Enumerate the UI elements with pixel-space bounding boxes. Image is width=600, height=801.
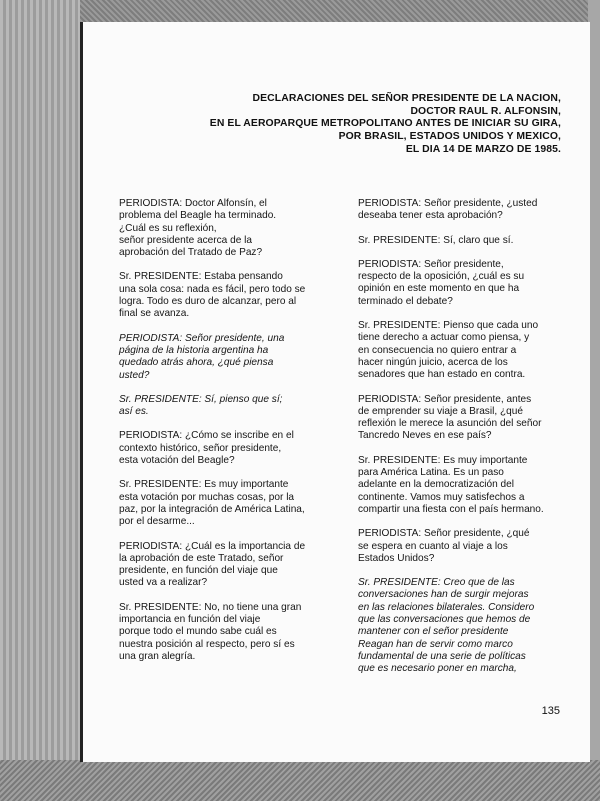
header-line: DECLARACIONES DEL SEÑOR PRESIDENTE DE LA NACION, [252,93,561,104]
interview-paragraph: Sr. PRESIDENTE: Estaba pensando una sola cosa: nada es fácil, pero todo se logra. Todo es duro de alcanzar, pero al final se avanza. [119,271,306,320]
interview-paragraph: Sr. PRESIDENTE: Creo que de las conversaciones han de surgir mejoras en las relaciones bilaterales. Considero que las conversaciones que hemos de mantener con el señor presidente Reagan han de servir como marco fundamental de una serie de políticas que es necesario poner en marcha, [358,577,535,675]
interview-paragraph: Sr. PRESIDENTE: Sí, claro que sí. [358,234,514,246]
interview-paragraph: PERIODISTA: Señor presidente, antes de emprender su viaje a Brasil, ¿qué reflexión le merece la asunción del señor Tancredo Neves en ese país? [358,393,542,442]
interview-paragraph: Sr. PRESIDENTE: Sí, pienso que sí; así es. [119,393,283,418]
interview-paragraph: PERIODISTA: Señor presidente, una página de la historia argentina ha quedado atrás ahora, ¿qué piensa usted? [119,332,285,381]
header-line: EL DIA 14 DE MARZO DE 1985. [405,143,561,155]
right-column [358,198,563,676]
interview-paragraph: PERIODISTA: Doctor Alfonsín, el problema del Beagle ha terminado. ¿Cuál es su reflexión, señor presidente acerca de la aprobación del Tratado de Paz? [119,198,277,259]
document-header [93,93,561,157]
interview-paragraph: Sr. PRESIDENTE: Es muy importante para América Latina. Es un paso adelante en la democratización del continente. Vamos muy satisfechos a compartir una fiesta con el país hermano. [358,454,544,515]
interview-paragraph: PERIODISTA: Señor presidente, respecto de la oposición, ¿cuál es su opinión en este momento en que ha terminado el debate? [358,258,525,307]
header-line: EN EL AEROPARQUE METROPOLITANO ANTES DE INICIAR SU GIRA, [209,118,561,130]
interview-paragraph: PERIODISTA: Señor presidente, ¿usted deseaba tener esta aprobación? [358,198,538,222]
header-line: DOCTOR RAUL R. ALFONSIN, [410,105,561,117]
interview-paragraph: PERIODISTA: ¿Cómo se inscribe en el contexto histórico, señor presidente, esta votación del Beagle? [119,430,294,467]
interview-paragraph: Sr. PRESIDENTE: Es muy importante esta votación por muchas cosas, por la paz, por la integración de América Latina, por el desarme... [119,479,305,528]
header-line: POR BRASIL, ESTADOS UNIDOS Y MEXICO, [338,131,561,143]
document-page [80,22,590,762]
left-column [119,198,333,663]
page-number: 135 [541,705,560,717]
interview-paragraph: PERIODISTA: Señor presidente, ¿qué se espera en cuanto al viaje a los Estados Unidos? [358,528,530,564]
scan-border-left [0,0,80,801]
interview-paragraph: Sr. PRESIDENTE: Pienso que cada uno tiene derecho a actuar como piensa, y en consecuencia no quiero entrar a hacer ningún juicio, acerca de los senadores que han estado en contra. [358,320,539,381]
interview-paragraph: Sr. PRESIDENTE: No, no tiene una gran importancia en función del viaje porque todo el mundo sabe cuál es nuestra posición al respecto, pero sí es una gran alegría. [119,601,302,662]
interview-paragraph: PERIODISTA: ¿Cuál es la importancia de la aprobación de este Tratado, señor presidente, en función del viaje que usted va a realizar? [119,540,306,589]
scan-border-bottom [0,760,600,801]
